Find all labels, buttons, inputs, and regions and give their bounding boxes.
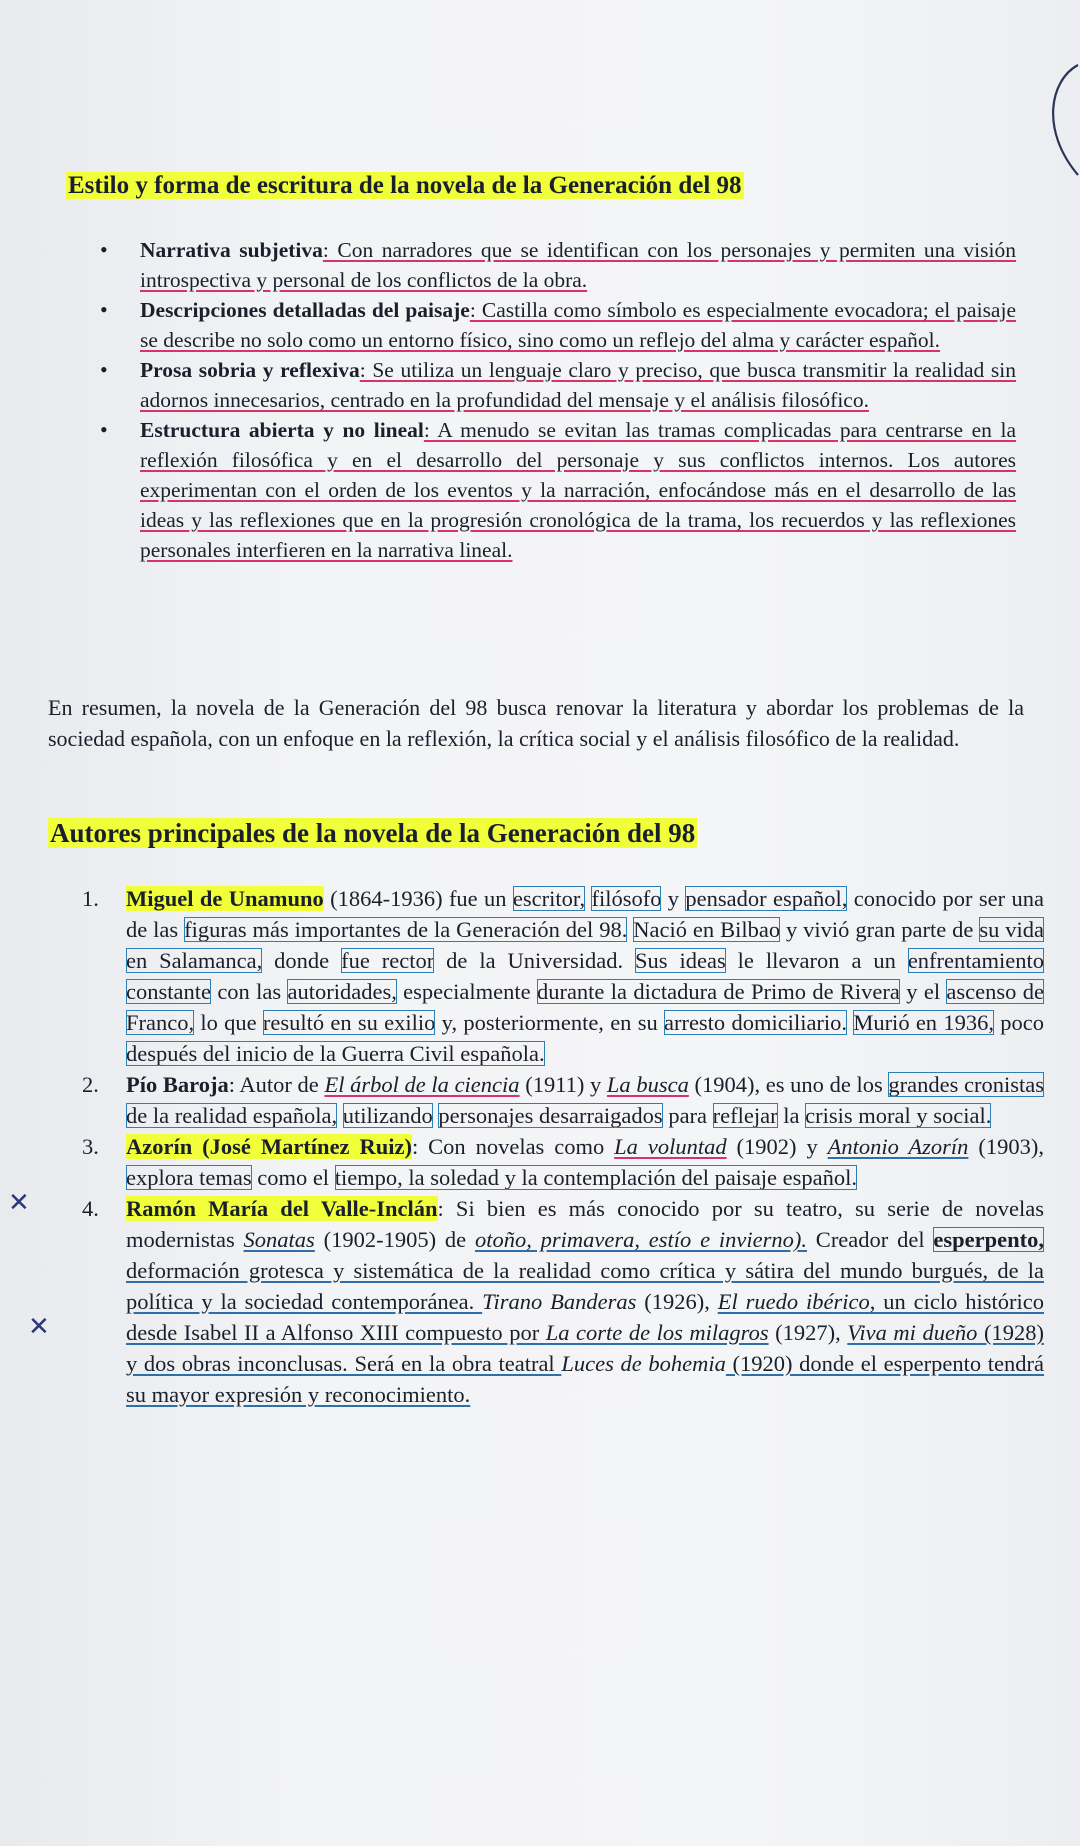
work-title: Antonio Azorín [827, 1134, 969, 1159]
text: (1864-1936) fue un [323, 886, 513, 911]
text: : Si bien es más conocido por su teatro, su serie de novelas modernistas [126, 1196, 1044, 1252]
boxed-text: explora temas [126, 1165, 252, 1190]
text: con las [210, 979, 288, 1004]
work-title: otoño, primavera, estío e invierno). [474, 1227, 807, 1252]
bullet-item [140, 355, 1016, 415]
text: (1926), [636, 1289, 718, 1314]
text: (1911) y [519, 1072, 607, 1097]
author-item-azorin [82, 1131, 1044, 1193]
author-item-baroja [82, 1069, 1045, 1131]
text: para [662, 1103, 713, 1128]
author-item-valle-inclan [82, 1193, 1045, 1410]
boxed-text: resultó en su exilio [262, 1010, 436, 1035]
text: le llevaron a un [725, 948, 908, 973]
text [337, 1103, 343, 1128]
bullet-item [140, 235, 1016, 295]
work-title: Tirano Banderas [482, 1289, 637, 1314]
text: (1903), [968, 1134, 1044, 1159]
boxed-term: esperpento, [933, 1227, 1044, 1252]
boxed-text: grandes cronistas de la realidad española, [126, 1072, 1045, 1128]
boxed-text: figuras más importantes de la Generación del 98. [184, 917, 628, 942]
item-number: 1. [82, 886, 99, 911]
text: donde [262, 948, 342, 973]
item-number: 3. [82, 1134, 99, 1159]
bullet-term: Estructura abierta y no lineal [140, 418, 424, 442]
bullet-text: : Se utiliza un lenguaje claro y preciso, que busca transmitir la realidad sin adornos innecesarios, centrado en la profundidad del mensaje y el análisis filosófico. [140, 358, 1016, 412]
work-title: El árbol de la ciencia [324, 1072, 520, 1097]
boxed-text: su vida en Salamanca, [126, 917, 1045, 973]
bullet-text: : A menudo se evitan las tramas complicadas para centrarse en la reflexión filosófica y en el desarrollo del personaje y sus conflictos internos. Los autores experimentan con el orden de los eventos y la narración, enfocándose más en el desarrollo de las ideas y las reflexiones que en la progresión cronológica de la trama, los recuerdos y las reflexiones personales interfieren en la narrativa lineal. [140, 418, 1016, 562]
text: conocido por ser una de las [126, 886, 1044, 942]
style-bullet-list [140, 235, 1016, 565]
boxed-text: escritor, [512, 886, 586, 911]
boxed-text: personajes desarraigados [438, 1103, 663, 1128]
boxed-text: utilizando [342, 1103, 433, 1128]
text: : Con novelas como [411, 1134, 615, 1159]
work-title: El ruedo ibérico [717, 1289, 870, 1314]
text: especialmente [396, 979, 537, 1004]
text: y vivió gran parte de [780, 917, 980, 942]
item-number: 2. [82, 1072, 99, 1097]
boxed-text: filósofo [591, 886, 662, 911]
boxed-text: reflejar [712, 1103, 778, 1128]
work-title: La corte de los milagros [545, 1320, 769, 1345]
section-title-estilo: Estilo y forma de escritura de la novela de la Generación del 98 [68, 172, 742, 199]
text: poco [993, 1010, 1044, 1035]
boxed-text: después del inicio de la Guerra Civil española. [126, 1041, 545, 1066]
text: la [777, 1103, 806, 1128]
boxed-text: Murió en 1936, [853, 1010, 994, 1035]
bullet-term: Narrativa subjetiva [140, 238, 323, 262]
boxed-text: Sus ideas [635, 948, 726, 973]
text: , un ciclo histórico desde Isabel II a Alfonso XIII compuesto por [126, 1289, 1044, 1345]
boxed-text: pensador español, [685, 886, 848, 911]
text: lo que [194, 1010, 263, 1035]
author-name: Pío Baroja [126, 1072, 229, 1097]
text: (1928) y dos obras inconclusas. Será en la obra teatral [126, 1320, 1044, 1376]
text: deformación grotesca y sistemática de la realidad como crítica y sátira del mundo burgués, de la política y la sociedad contemporánea. [126, 1258, 1044, 1314]
boxed-text: tiempo, la soledad y la contemplación del paisaje español. [334, 1165, 858, 1190]
boxed-text: ascenso de Franco, [126, 979, 1044, 1035]
summary-paragraph: En resumen, la novela de la Generación del 98 busca renovar la literatura y abordar los problemas de la sociedad española, con un enfoque en la reflexión, la crítica social y el análisis filosófico de la realidad. [48, 695, 1024, 751]
boxed-text: fue rector [341, 948, 435, 973]
text: : Autor de [228, 1072, 325, 1097]
bullet-text: : Castilla como símbolo es especialmente evocadora; el paisaje se describe no solo como un entorno físico, sino como un reflejo del alma y carácter español. [140, 298, 1016, 352]
bullet-text: : Con narradores que se identifican con los personajes y permiten una visión introspectiva y personal de los conflictos de la obra. [140, 238, 1016, 292]
work-title: Luces de bohemia [561, 1351, 726, 1376]
boxed-text: arresto domiciliario. [663, 1010, 848, 1035]
text: (1920) donde el esperpento tendrá su mayor expresión y reconocimiento. [126, 1351, 1045, 1407]
work-title: La busca [606, 1072, 689, 1097]
author-name: Ramón María del Valle-Inclán [126, 1196, 438, 1221]
text: (1927), [768, 1320, 848, 1345]
text: (1902) y [726, 1134, 828, 1159]
text: y, posteriormente, en su [435, 1010, 664, 1035]
author-name: Miguel de Unamuno [126, 886, 324, 911]
bullet-item [140, 415, 1016, 565]
bullet-term: Prosa sobria y reflexiva [140, 358, 360, 382]
boxed-text: Nació en Bilbao [633, 917, 781, 942]
item-number: 4. [82, 1196, 99, 1221]
cross-mark-icon: ✕ [28, 1312, 50, 1342]
section-title-autores: Autores principales de la novela de la Generación del 98 [50, 818, 696, 848]
text: de la Universidad. [434, 948, 636, 973]
bullet-item [140, 295, 1016, 355]
boxed-text: enfrentamiento constante [126, 948, 1044, 1004]
text: y [661, 886, 686, 911]
bullet-term: Descripciones detalladas del paisaje [140, 298, 470, 322]
text: (1902-1905) de [314, 1227, 475, 1252]
author-name: Azorín (José Martínez Ruiz) [126, 1134, 412, 1159]
text: y el [899, 979, 947, 1004]
text: (1904), es uno de los [688, 1072, 889, 1097]
text: como el [251, 1165, 335, 1190]
authors-list [82, 883, 1045, 1410]
work-title: La voluntad [614, 1134, 727, 1159]
pen-arc-mark [1030, 60, 1080, 180]
work-title: Sonatas [243, 1227, 315, 1252]
boxed-text: crisis moral y social. [805, 1103, 992, 1128]
text: Creador del [807, 1227, 934, 1252]
cross-mark-icon: ✕ [8, 1188, 30, 1218]
work-title: Viva mi dueño [847, 1320, 978, 1345]
author-item-unamuno [82, 883, 1045, 1069]
boxed-text: durante la dictadura de Primo de Rivera [536, 979, 900, 1004]
boxed-text: autoridades, [287, 979, 397, 1004]
